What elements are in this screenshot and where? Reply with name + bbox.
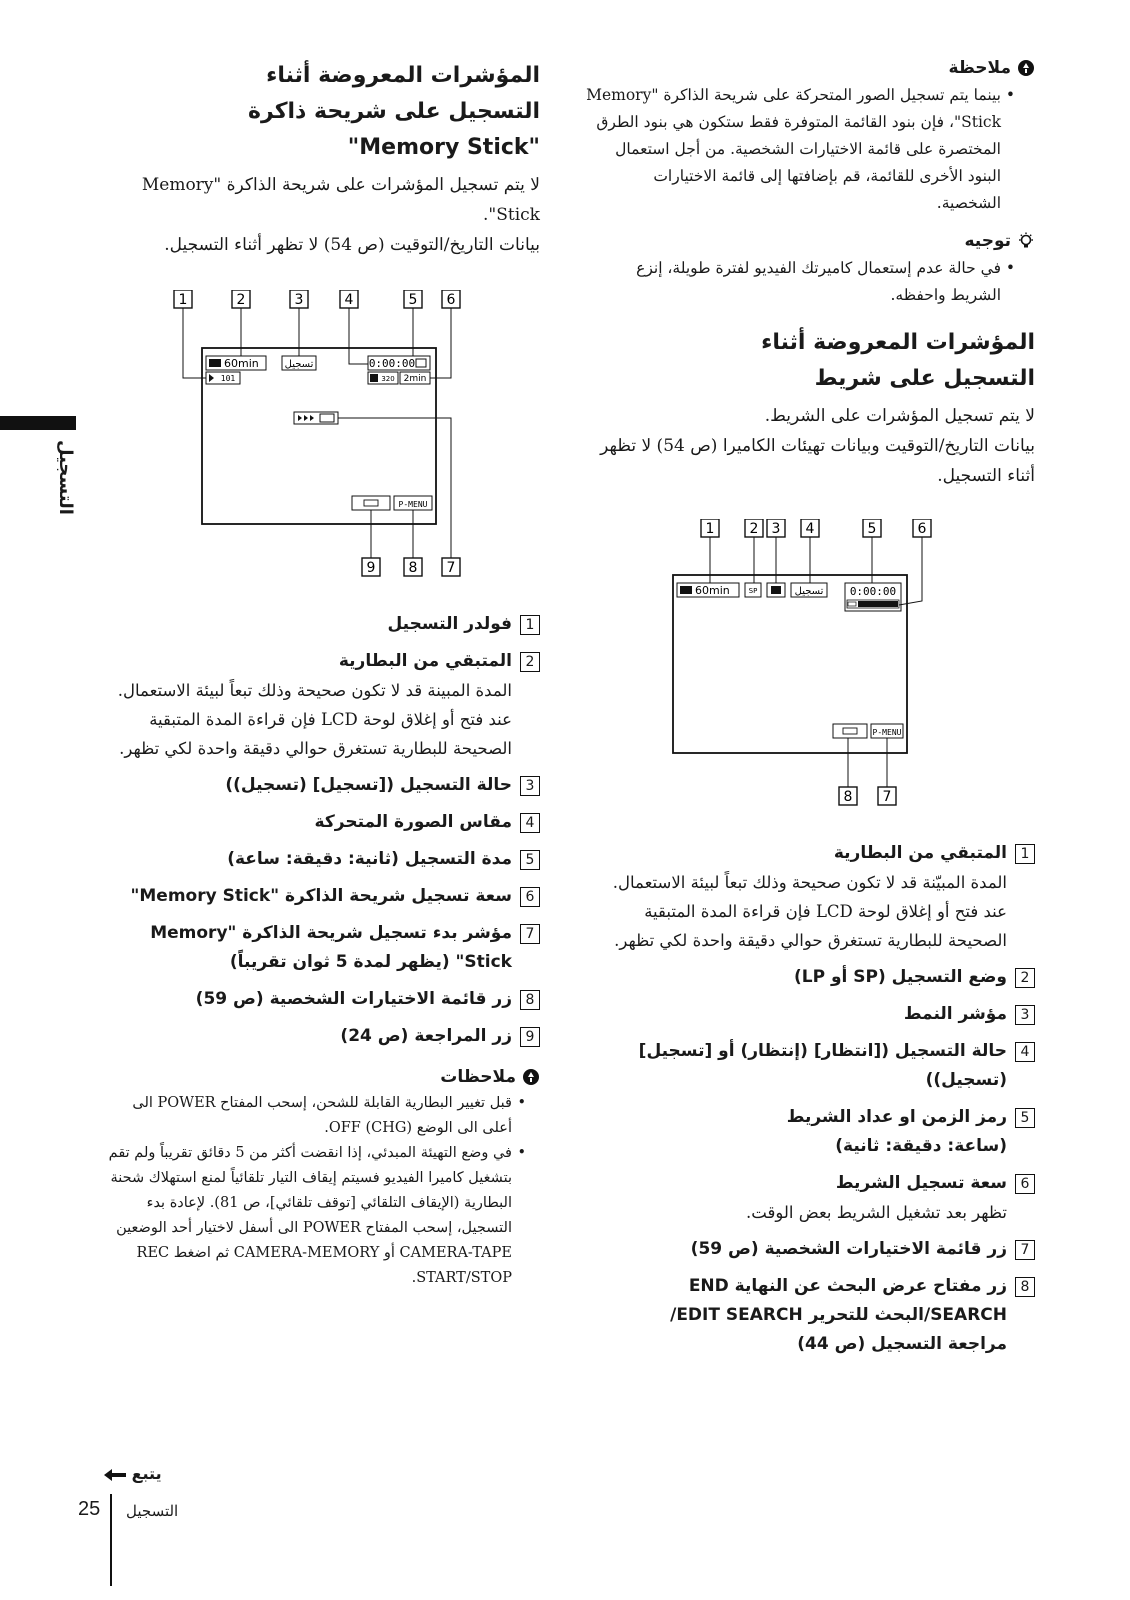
recording-status (791, 583, 827, 597)
notes-heading: ملاحظات (108, 1067, 540, 1087)
tape-indicator-diagram (585, 519, 1035, 819)
list-item (585, 1037, 1035, 1095)
item-number: 8 (1015, 1277, 1035, 1297)
review-button[interactable] (352, 496, 390, 510)
list-item (108, 882, 540, 911)
item-title: سعة تسجيل شريحة الذاكرة "Memory Stick" (130, 886, 512, 906)
svg-text:60min: 60min (224, 357, 259, 370)
memory-stick-intro-1: لا يتم تسجيل المؤشرات على شريحة الذاكرة "Memory Stick". (141, 175, 540, 225)
svg-text:تسجيل: تسجيل (284, 359, 314, 370)
p-menu-button[interactable] (394, 496, 432, 510)
svg-text:0:00:00: 0:00:00 (368, 357, 416, 370)
callout-6 (442, 290, 460, 308)
list-item (585, 963, 1035, 992)
tape-remaining-bar (847, 600, 899, 608)
tip-block (585, 231, 1035, 309)
svg-text:5: 5 (867, 521, 877, 537)
picture-mode-icon (767, 583, 785, 597)
item-title: مؤشر بدء تسجيل شريحة الذاكرة "Memory Stick" (يظهر لمدة 5 ثوان تقريباً) (150, 923, 512, 972)
item-number: 6 (520, 887, 540, 907)
movie-size-indicator (368, 372, 398, 384)
list-item (108, 919, 540, 977)
list-item (585, 1103, 1035, 1161)
item-number: 8 (520, 990, 540, 1010)
item-title: وضع التسجيل (SP أو LP) (793, 967, 1007, 987)
page-number: 25 (78, 1498, 101, 1520)
battery-indicator (677, 583, 739, 597)
note-icon (1017, 59, 1035, 77)
callout-7 (878, 787, 896, 805)
list-item (108, 771, 540, 800)
svg-text:3: 3 (771, 521, 781, 537)
recording-time (368, 356, 430, 370)
page-footer (78, 1462, 278, 1592)
item-title: رمز الزمن او عداد الشريط (ساعة: دقيقة: ثانية) (786, 1107, 1007, 1156)
callout-2 (745, 519, 763, 537)
svg-text:3: 3 (294, 292, 304, 308)
item-title: المتبقي من البطارية (338, 651, 512, 671)
callout-9 (362, 558, 380, 576)
callout-7 (442, 558, 460, 576)
callout-3 (290, 290, 308, 308)
svg-text:0:00:00: 0:00:00 (849, 585, 897, 598)
svg-text:4: 4 (344, 292, 354, 308)
item-title: زر قائمة الاختيارات الشخصية (ص 59) (690, 1239, 1007, 1259)
item-number: 5 (1015, 1108, 1035, 1128)
item-title: مؤشر النمط (903, 1004, 1007, 1024)
callout-5 (863, 519, 881, 537)
note-icon (522, 1068, 540, 1086)
memory-stick-indicator-diagram (108, 290, 540, 600)
item-number: 6 (1015, 1174, 1035, 1194)
item-desc: عند فتح أو إغلاق لوحة LCD فإن قراءة المدة المتبقية الصحيحة للبطارية تستغرق حوالي دقيقة واحدة لكي تظهر. (119, 710, 512, 758)
battery-indicator (206, 356, 266, 370)
memory-stick-capacity (400, 372, 430, 384)
item-title: سعة تسجيل الشريط (835, 1173, 1007, 1193)
item-number: 4 (1015, 1042, 1035, 1062)
lightbulb-icon (1017, 232, 1035, 250)
list-item (585, 1235, 1035, 1264)
tape-lcd-diagram (585, 519, 1035, 819)
svg-text:تسجيل: تسجيل (794, 586, 824, 597)
callout-4 (801, 519, 819, 537)
svg-text:2: 2 (236, 292, 246, 308)
svg-text:SP: SP (748, 587, 758, 595)
svg-text:320: 320 (381, 375, 395, 383)
list-item (585, 839, 1035, 955)
list-item (108, 845, 540, 874)
callout-1 (701, 519, 719, 537)
item-title: حالة التسجيل ([انتظار] (إنتظار) أو [تسجيل] (تسجيل)) (638, 1041, 1007, 1090)
svg-text:6: 6 (917, 521, 927, 537)
recording-status (282, 356, 316, 370)
memory-stick-indicator-list (108, 610, 540, 1051)
item-title: فولدر التسجيل (387, 614, 512, 634)
tape-intro-1: لا يتم تسجيل المؤشرات على الشريط. (764, 406, 1035, 426)
item-title: زر المراجعة (ص 24) (340, 1026, 512, 1046)
note-text: • بينما يتم تسجيل الصور المتحركة على شريحة الذاكرة "Memory Stick"، فإن بنود القائمة المتوفرة فقط ستكون هي بنود الطرق المختصرة على قائمة الاختيارات الشخصية. من أجل استعمال البنود الأخرى للقائمة، قم بإضافتها إلى قائمة الاختيارات الشخصية. (585, 82, 1001, 217)
tape-section-title: المؤشرات المعروضة أثناء التسجيل على شريط (761, 330, 1035, 391)
item-number: 9 (520, 1027, 540, 1047)
item-number: 2 (1015, 968, 1035, 988)
list-item (108, 985, 540, 1014)
svg-text:7: 7 (446, 560, 456, 576)
tip-text: • في حالة عدم إستعمال كاميرتك الفيديو لفترة طويلة، إنزع الشريط واحفظه. (585, 255, 1001, 309)
svg-text:6: 6 (446, 292, 456, 308)
note-block (585, 58, 1035, 217)
item-title: حالة التسجيل ([تسجيل] (تسجيل)) (225, 775, 512, 795)
memory-stick-section-title: المؤشرات المعروضة أثناء التسجيل على شريحة ذاكرة "Memory Stick" (248, 63, 540, 160)
item-number: 1 (520, 615, 540, 635)
item-title: المتبقي من البطارية (833, 843, 1007, 863)
footer-divider (110, 1494, 112, 1586)
item-title: مقاس الصورة المتحركة (314, 812, 512, 832)
svg-text:1: 1 (178, 292, 188, 308)
svg-text:P-MENU: P-MENU (398, 500, 428, 509)
item-number: 7 (1015, 1240, 1035, 1260)
note-heading: ملاحظة (585, 58, 1035, 78)
callout-8 (404, 558, 422, 576)
right-column (585, 58, 1035, 1367)
list-item (585, 1000, 1035, 1029)
svg-text:P-MENU: P-MENU (872, 728, 902, 737)
left-column (108, 58, 540, 1291)
svg-text:2: 2 (749, 521, 759, 537)
item-number: 3 (1015, 1005, 1035, 1025)
callout-3 (767, 519, 785, 537)
svg-text:9: 9 (366, 560, 376, 576)
svg-text:101: 101 (220, 374, 236, 383)
notes-item: • في وضع التهيئة المبدئي، إذا انقضت أكثر من 5 دقائق تقريباً ولم تقم بتشغيل كاميرا الفيديو فسيتم إيقاف التيار تلقائياً لمنع استهلاك شحنة البطارية (الإيقاف التلقائي [توقف تلقائي]، ص 81). لإعادة بدء التسجيل، إسحب المفتاح POWER الى أسفل لاختيار أحد الوضعين CAMERA-TAPE أو CAMERA-MEMORY ثم اضغط REC START/STOP. (108, 1141, 512, 1291)
mode-indicator (745, 583, 761, 597)
tape-indicator-list (585, 839, 1035, 1359)
arrow-left-icon (104, 1469, 126, 1481)
item-title: زر قائمة الاختيارات الشخصية (ص 59) (195, 989, 512, 1009)
list-item (108, 808, 540, 837)
svg-text:60min: 60min (695, 584, 730, 597)
continue-marker: يتبع (104, 1464, 162, 1483)
item-number: 7 (520, 924, 540, 944)
tape-intro-2: بيانات التاريخ/التوقيت وبيانات تهيئات الكاميرا (ص 54) لا تظهر أثناء التسجيل. (600, 436, 1035, 486)
item-title: زر مفتاح عرض البحث عن النهاية END SEARCH/البحث للتحرير EDIT SEARCH/ مراجعة التسجيل (ص 44) (670, 1276, 1007, 1354)
list-item (108, 610, 540, 639)
list-item (108, 647, 540, 763)
item-number: 3 (520, 776, 540, 796)
memory-stick-start-indicator (294, 412, 338, 424)
footer-section-name: التسجيل (126, 1502, 179, 1520)
item-title: مدة التسجيل (ثانية: دقيقة: ساعة) (227, 849, 512, 869)
p-menu-button[interactable] (871, 724, 903, 738)
svg-text:4: 4 (805, 521, 815, 537)
svg-text:1: 1 (705, 521, 715, 537)
list-item (585, 1169, 1035, 1227)
item-number: 2 (520, 652, 540, 672)
notes-block (108, 1067, 540, 1291)
tip-heading: توجيه (585, 231, 1035, 251)
item-number: 4 (520, 813, 540, 833)
item-desc: المدة المبينة قد لا تكون صحيحة وذلك تبعاً لبيئة الاستعمال. (117, 681, 512, 700)
item-desc: تظهر بعد تشغيل الشريط بعض الوقت. (746, 1203, 1007, 1222)
side-tab-marker (0, 416, 76, 430)
svg-text:5: 5 (408, 292, 418, 308)
item-desc: المدة المبيّنة قد لا تكون صحيحة وذلك تبعاً لبيئة الاستعمال. (612, 873, 1007, 892)
svg-text:2min: 2min (403, 374, 427, 384)
callout-4 (340, 290, 358, 308)
notes-item: • قبل تغيير البطارية القابلة للشحن، إسحب المفتاح POWER الى أعلى الى الوضع OFF (CHG). (108, 1091, 512, 1141)
callout-5 (404, 290, 422, 308)
item-desc: عند فتح أو إغلاق لوحة LCD فإن قراءة المدة المتبقية الصحيحة للبطارية تستغرق حوالي دقيقة واحدة لكي تظهر. (614, 902, 1007, 950)
svg-text:7: 7 (882, 789, 892, 805)
svg-text:8: 8 (843, 789, 853, 805)
end-search-button[interactable] (833, 724, 867, 738)
item-number: 5 (520, 850, 540, 870)
callout-2 (232, 290, 250, 308)
item-number: 1 (1015, 844, 1035, 864)
list-item (585, 1272, 1035, 1359)
recording-folder (206, 372, 240, 384)
callout-6 (913, 519, 931, 537)
list-item (108, 1022, 540, 1051)
side-tab-label: التسجيل (55, 440, 76, 515)
callout-1 (174, 290, 192, 308)
memory-stick-lcd-diagram (108, 290, 540, 600)
callout-8 (839, 787, 857, 805)
memory-stick-intro-2: بيانات التاريخ/التوقيت (ص 54) لا تظهر أثناء التسجيل. (164, 235, 540, 255)
svg-text:8: 8 (408, 560, 418, 576)
